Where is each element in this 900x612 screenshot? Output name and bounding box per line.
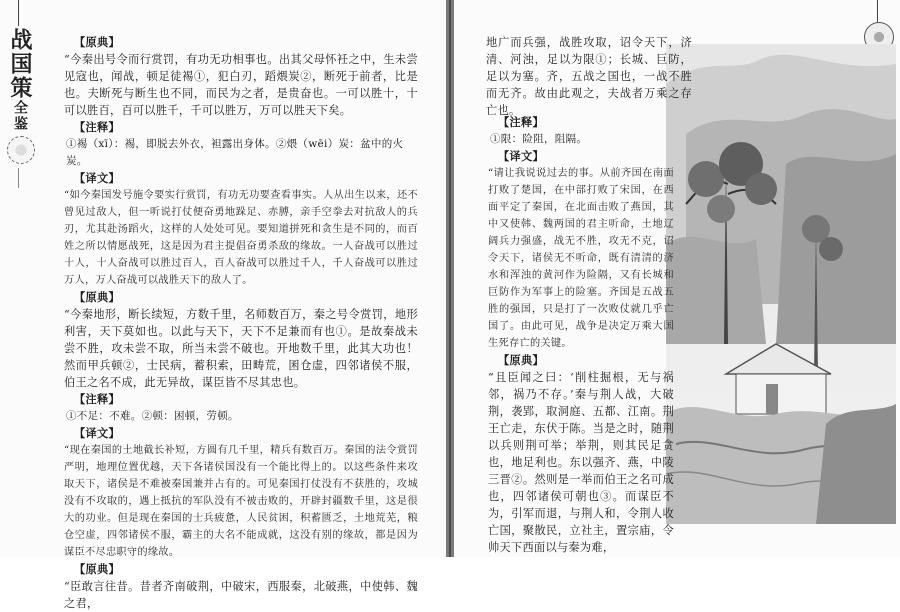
section-heading: 【注释】 <box>74 120 120 134</box>
classic-text: “臣敢言往昔。昔者齐南破荆，中破宋，西服秦，北破燕，中使韩、魏之君， <box>64 580 418 610</box>
section-heading: 【原典】 <box>498 353 544 367</box>
decorative-line <box>877 0 878 22</box>
classic-text: “今秦地形，断长续短，方数千里，名师数百万，秦之号令赏罚，地形利害，天下莫如也。以此与天下，天下不足兼而有也①。是故秦战未尝不胜，攻未尝不取，所当未尝不破也。开地数千里，此其大功也！然而甲兵顿②，士民病，蓄积索，田畴荒，囷仓虚，四邻诸侯不服，伯王之名不成，此无异故，谋臣皆不尽其忠也。 <box>64 308 418 389</box>
landscape-painting <box>666 44 896 524</box>
book-title-main: 战国策 <box>7 28 33 100</box>
annotation-text: ①限：险阻，阻隔。 <box>490 133 588 145</box>
section-heading: 【注释】 <box>74 392 120 406</box>
classic-text: “今秦出号令而行赏罚，有功无功相事也。出其父母怀衽之中，生未尝见寇也，闻战，顿足徒裼①，犯白刃，蹈煨炭②，断死于前者，比是也。夫断死与断生也不同，而民为之者，是贵奋也。一可以胜十，十可以胜百，百可以胜千，千可以胜万，万可以胜天下矣。 <box>64 53 418 117</box>
left-page <box>0 0 446 610</box>
section-heading: 【译文】 <box>498 149 544 163</box>
right-page-body-top <box>486 34 692 119</box>
left-page-decoration <box>4 0 34 557</box>
translation-text: “现在秦国的土地截长补短，方圆有几千里，精兵有数百万。秦国的法令赏罚严明，地理位置优越，天下各诸侯国没有一个能比得上的。以这些条件来攻取天下，诸侯是不难被秦国兼并占有的。可见秦国打仗没有不获胜的，攻城没有不攻取的，遇上抵抗的军队没有不被击败的，开辟封疆数千里，这是很大的功业。但是现在秦国的士兵疲惫，人民贫困，积蓄匮乏，土地荒芜，粮仓空虚，四邻诸侯不服，霸主的大名不能成就，这没有别的缘故，都是因为谋臣不尽忠职守的缘故。 <box>64 445 418 558</box>
right-page <box>454 0 900 557</box>
book-title-sub: 全鉴 <box>12 100 28 132</box>
section-heading: 【原典】 <box>74 35 120 49</box>
left-page-body <box>64 34 418 612</box>
section-heading: 【译文】 <box>74 171 120 185</box>
classic-text: 地广而兵强，战胜攻取，诏令天下，济清、河浊，足以为限①；长城、巨防，足以为塞。齐，五战之国也，一战不胜而无齐。故由此观之，夫战者万乘之存亡也。 <box>486 36 692 117</box>
section-heading: 【注释】 <box>498 115 544 129</box>
decorative-line <box>18 168 19 188</box>
book-gutter <box>446 0 454 557</box>
book-title <box>6 28 32 132</box>
annotation-text: ①裼（xī）：裼，即脱去外衣，袒露出身体。②煨（wēi）炭：盆中的火炭。 <box>66 138 404 167</box>
section-heading: 【原典】 <box>74 290 120 304</box>
section-heading: 【原典】 <box>74 562 120 576</box>
decorative-line <box>18 0 19 26</box>
right-page-body <box>488 114 674 556</box>
section-heading: 【译文】 <box>74 426 120 440</box>
translation-text: “请让我说说过去的事。从前齐国在南面打败了楚国，在中部打败了宋国，在西面平定了秦国，在北面击败了燕国，其中又使韩、魏两国的君主听命，土地辽阔兵力强盛，战无不胜，攻无不克，诏令天下，诸侯无不听命，既有清清的济水和浑浊的黄河作为险隔，又有长城和巨防作为军事上的险塞。齐国是五战五胜的强国，只是打了一次败仗就几乎亡国了。由此可见，战争是决定万乘大国生死存亡的关键。 <box>488 168 674 349</box>
translation-text: “如今秦国发号施令要实行赏罚，有功无功要查看事实。人从出生以来，还不曾见过敌人，但一听说打仗便奋勇地跺足、赤膊，亲手空拳去对抗敌人的兵刃，尤其赴汤蹈火，这样的人处处可见。要知道拼死和贪生是不同的，而百姓之所以情愿战死，这是因为君主提倡奋勇杀敌的缘故。一人奋战可以胜过十人，十人奋战可以胜过百人，百人奋战可以胜过千人，千人奋战可以胜过万人，万人奋战可以战胜天下的敌人了。 <box>64 190 418 286</box>
annotation-text: ①不足：不难。②顿：困顿，劳顿。 <box>66 410 239 422</box>
classic-text: “且臣闻之曰：‘削柱掘根，无与祸邻，祸乃不存。’秦与荆人战，大破荆，袭郢，取洞庭、五都、江南。荆王亡走，东伏于陈。当是之时，随荆以兵则荆可举；举荆，则其民足贪也，地足利也。东以强齐、燕，中陵三晋②。然则是一举而伯王之名可成也，四邻诸侯可朝也③。而谋臣不为，引军而退，与荆人和，令荆人收亡国，聚散民，立社主，置宗庙，令帅天下西面以与秦为难， <box>488 371 674 554</box>
seal-ornament-icon <box>7 136 35 164</box>
